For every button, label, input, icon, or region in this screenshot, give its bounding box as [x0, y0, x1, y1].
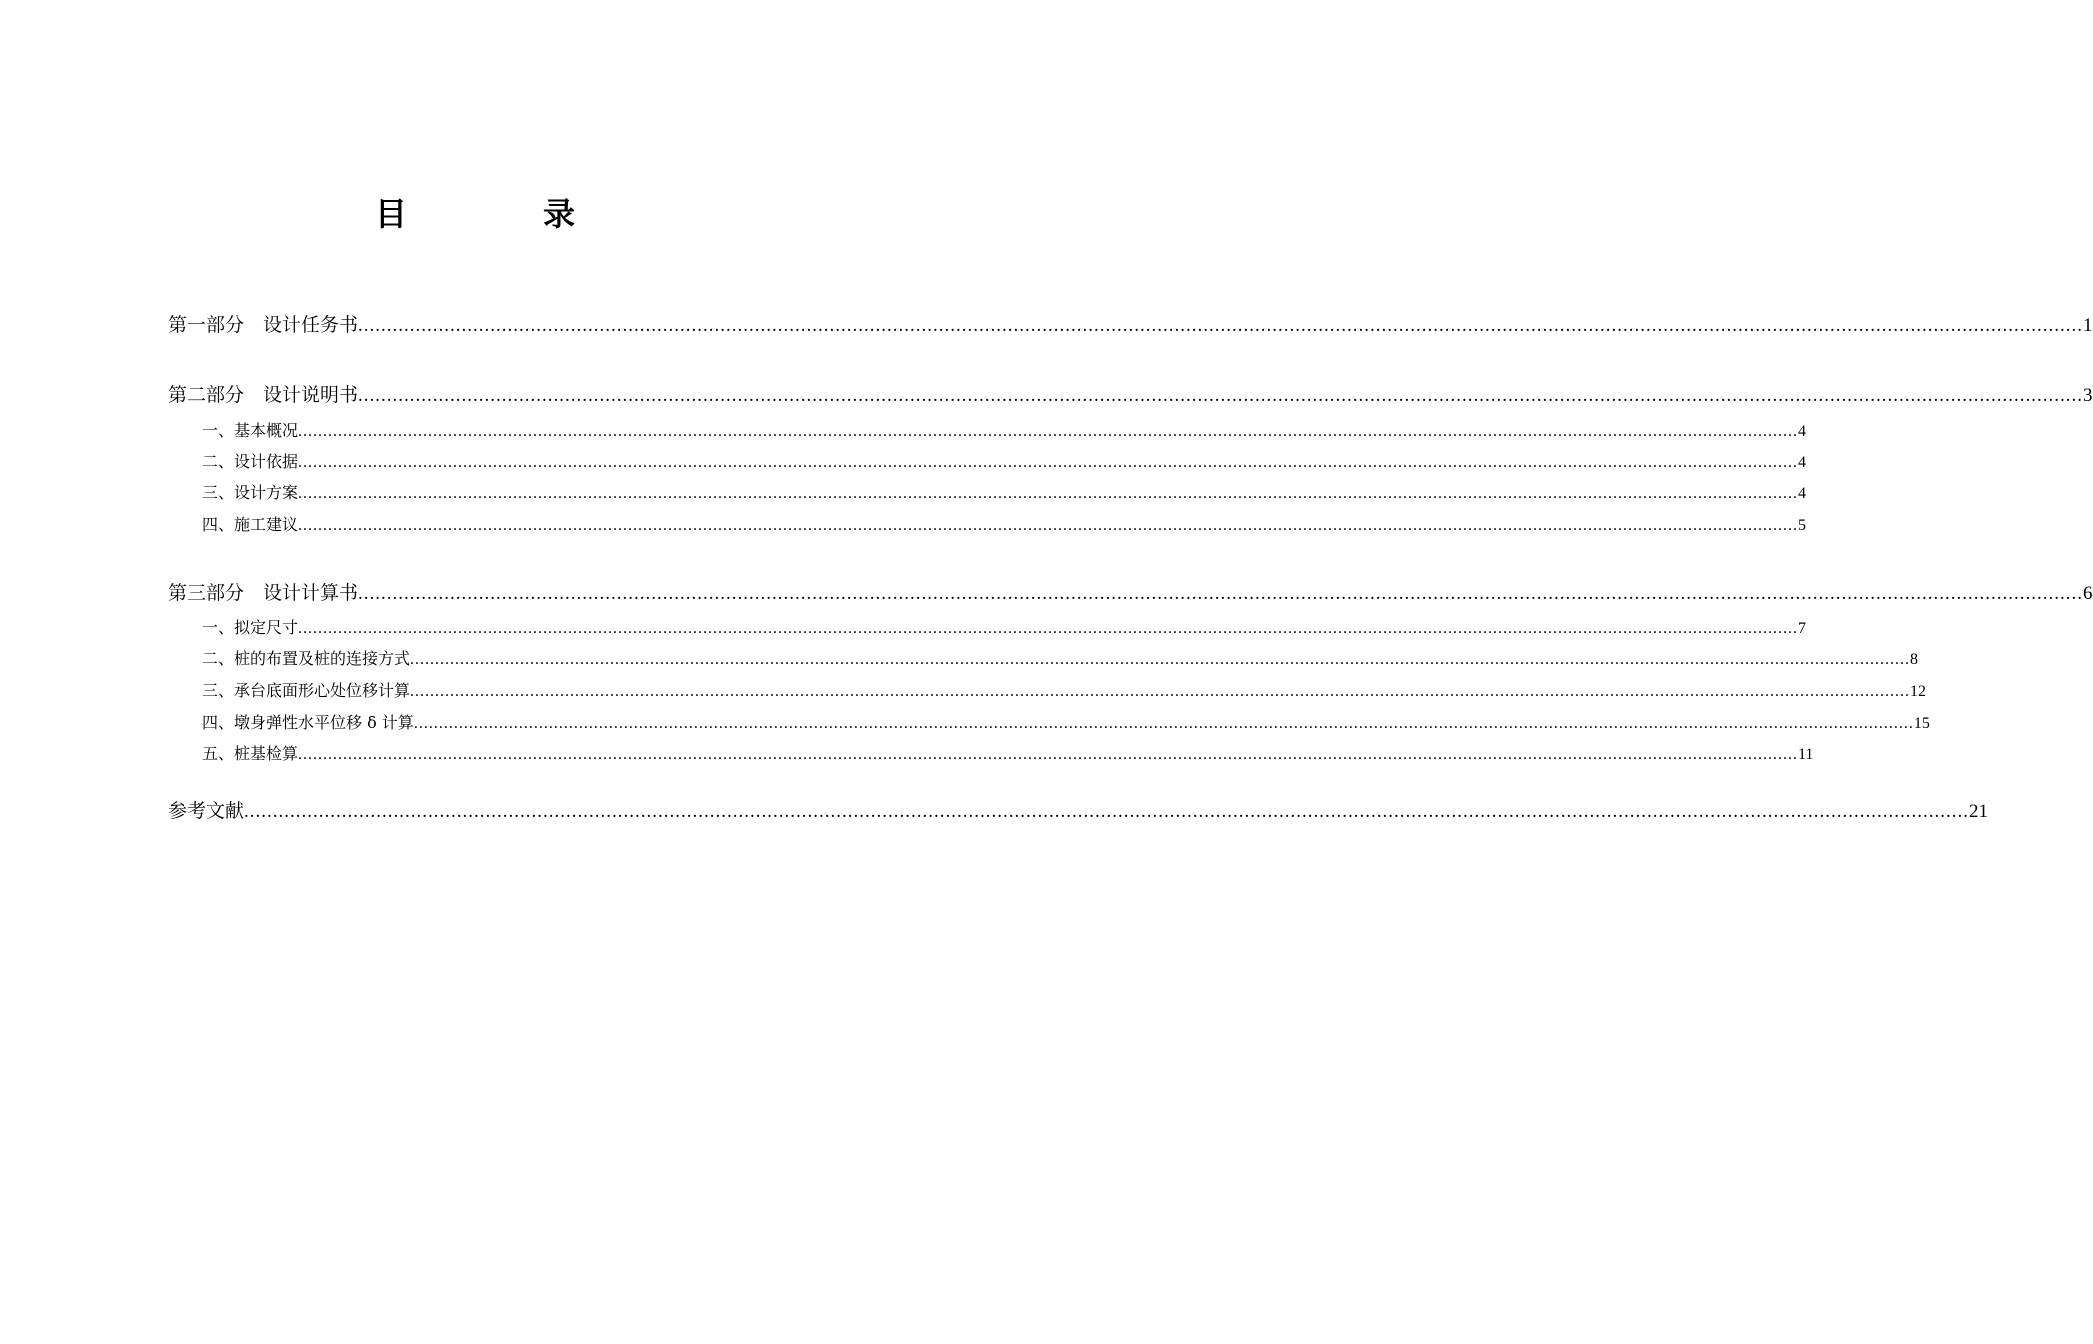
- toc-leader-dots: ............................................................................................................................................................................................................................................................................................................: [244, 801, 1970, 822]
- toc-entry-text: 参考文献: [168, 800, 245, 822]
- toc-entry-part-1[interactable]: [168, 311, 2093, 339]
- toc-entry-text: 四、墩身弹性水平位移 δ 计算: [202, 713, 414, 732]
- toc-entry-part-2[interactable]: [168, 381, 2093, 409]
- toc-page-number: 4: [1798, 454, 1807, 471]
- toc-entry-text: 第一部分 设计任务书: [168, 314, 359, 336]
- toc-entry-3-4[interactable]: [202, 711, 1930, 735]
- toc-entry-3-5[interactable]: [202, 742, 1814, 766]
- toc-page-number: 7: [1798, 620, 1807, 637]
- toc-leader-dots: ............................................................................................................................................................................................................................................................................................................: [410, 683, 1911, 700]
- toc-leader-dots: ............................................................................................................................................................................................................................................................................................................: [413, 715, 1914, 732]
- toc-leader-dots: ............................................................................................................................................................................................................................................................................................................: [298, 454, 1799, 471]
- toc-entry-2-4[interactable]: [202, 513, 1807, 537]
- toc-page-number: 4: [1798, 423, 1807, 440]
- toc-entry-2-1[interactable]: [202, 419, 1807, 443]
- toc-entry-text: 二、设计依据: [202, 452, 299, 471]
- toc-entry-text: 三、设计方案: [202, 483, 299, 502]
- page-title: 目 录: [374, 195, 627, 233]
- toc-leader-dots: ............................................................................................................................................................................................................................................................................................................: [410, 651, 1911, 668]
- toc-page-number: 3: [2083, 385, 2093, 406]
- toc-entry-text: 三、承台底面形心处位移计算: [202, 681, 411, 700]
- toc-entry-3-3[interactable]: [202, 679, 1927, 703]
- toc-leader-dots: ............................................................................................................................................................................................................................................................................................................: [298, 485, 1799, 502]
- toc-page-number: 1: [2083, 315, 2093, 336]
- toc-page-number: 15: [1913, 715, 1930, 732]
- toc-entry-references[interactable]: [168, 797, 1989, 825]
- toc-entry-3-2[interactable]: [202, 647, 1919, 671]
- toc-leader-dots: ............................................................................................................................................................................................................................................................................................................: [298, 620, 1799, 637]
- toc-entry-text: 四、施工建议: [202, 515, 299, 534]
- toc-entry-text: 一、基本概况: [202, 421, 299, 440]
- toc-leader-dots: ............................................................................................................................................................................................................................................................................................................: [298, 746, 1799, 763]
- toc-leader-dots: ............................................................................................................................................................................................................................................................................................................: [298, 423, 1799, 440]
- toc-entry-2-3[interactable]: [202, 481, 1807, 505]
- toc-entry-text: 第二部分 设计说明书: [168, 384, 359, 406]
- toc-entry-2-2[interactable]: [202, 450, 1807, 474]
- toc-entry-text: 五、桩基检算: [202, 744, 299, 763]
- toc-page-number: 6: [2083, 583, 2093, 604]
- toc-page-number: 8: [1910, 651, 1919, 668]
- toc-page-number: 4: [1798, 485, 1807, 502]
- toc-page-number: 21: [1969, 801, 1989, 822]
- toc-leader-dots: ............................................................................................................................................................................................................................................................................................................: [298, 517, 1799, 534]
- toc-leader-dots: ............................................................................................................................................................................................................................................................................................................: [358, 583, 2084, 604]
- toc-entry-text: 第三部分 设计计算书: [168, 582, 359, 604]
- toc-leader-dots: ............................................................................................................................................................................................................................................................................................................: [358, 385, 2084, 406]
- toc-page-number: 11: [1798, 746, 1814, 763]
- toc-page-number: 5: [1798, 517, 1807, 534]
- toc-entry-part-3[interactable]: [168, 579, 2093, 607]
- toc-entry-text: 一、拟定尺寸: [202, 618, 299, 637]
- toc-entry-3-1[interactable]: [202, 616, 1807, 640]
- toc-entry-text: 二、桩的布置及桩的连接方式: [202, 649, 411, 668]
- toc-page-number: 12: [1910, 683, 1927, 700]
- toc-leader-dots: ............................................................................................................................................................................................................................................................................................................: [358, 315, 2084, 336]
